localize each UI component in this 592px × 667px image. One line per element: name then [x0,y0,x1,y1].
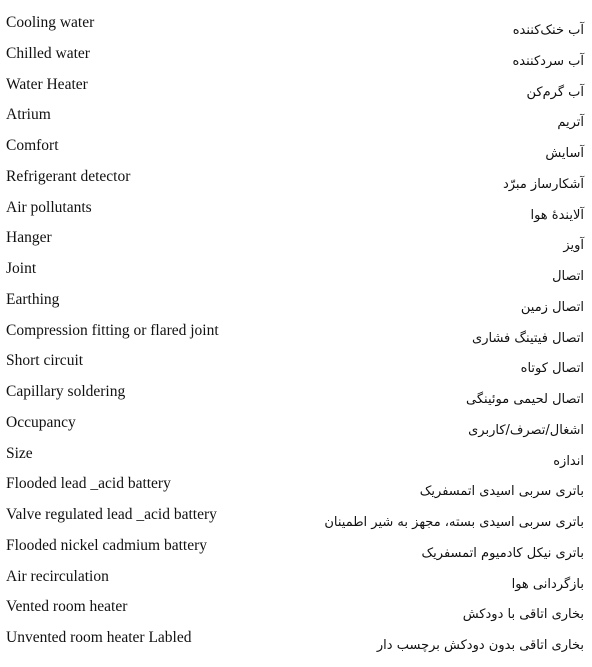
glossary-row [0,537,592,568]
glossary-row [0,475,592,506]
english-term: Occupancy [6,414,76,431]
english-term: Vented room heater [6,598,128,615]
persian-term: آسایش [545,146,584,161]
persian-term: بخاری اتاقی بدون دودکش برچسب دار [376,638,584,653]
persian-term: بازگردانی هوا [511,577,584,592]
persian-term: آب گرم‌کن [526,85,584,100]
glossary-row [0,137,592,168]
glossary-row [0,291,592,322]
glossary-row [0,45,592,76]
persian-term: آب خنک‌کننده [512,23,584,38]
persian-term: اتصال فیتینگ فشاری [472,331,584,346]
english-term: Comfort [6,137,59,154]
glossary-row [0,445,592,476]
glossary-row [0,106,592,137]
glossary-row [0,229,592,260]
english-term: Capillary soldering [6,383,126,400]
persian-term: اتصال لحیمی موئینگی [466,392,584,407]
persian-term: آشکارساز مبرّد [502,177,584,192]
english-term: Short circuit [6,352,84,369]
english-term: Flooded nickel cadmium battery [6,537,208,554]
english-term: Earthing [6,291,60,308]
persian-term: آلایندۀ هوا [530,208,584,223]
english-term: Cooling water [6,14,95,31]
persian-term: باتری سربی اسیدی اتمسفریک [419,484,584,499]
english-term: Water Heater [6,76,88,93]
persian-term: اتصال [552,269,584,284]
english-term: Hanger [6,229,52,246]
english-term: Air recirculation [6,568,109,585]
glossary-row [0,629,592,660]
persian-term: باتری نیکل کادمیوم اتمسفریک [421,546,584,561]
glossary-row [0,383,592,414]
glossary-row [0,506,592,537]
english-term: Flooded lead _acid battery [6,475,171,492]
glossary-row [0,414,592,445]
glossary-row [0,260,592,291]
glossary-row [0,199,592,230]
glossary-row [0,598,592,629]
english-term: Valve regulated lead _acid battery [6,506,217,523]
english-term: Atrium [6,106,51,123]
english-term: Refrigerant detector [6,168,131,185]
persian-term: اشغال/تصرف/کاربری [468,423,584,438]
english-term: Air pollutants [6,199,92,216]
persian-term: اتصال زمین [520,300,584,315]
english-term: Chilled water [6,45,90,62]
english-term: Compression fitting or flared joint [6,322,219,339]
persian-term: اتصال کوتاه [520,361,584,376]
glossary-row [0,76,592,107]
english-term: Size [6,445,33,462]
persian-term: آتریم [557,115,584,130]
glossary-row [0,14,592,45]
persian-term: باتری سربی اسیدی بسته، مجهز به شیر اطمینان [324,515,584,530]
glossary-row [0,168,592,199]
glossary-row [0,568,592,599]
english-term: Unvented room heater Labled [6,629,192,646]
glossary-row [0,352,592,383]
persian-term: آب سردکننده [512,54,584,69]
english-term: Joint [6,260,37,277]
persian-term: اندازه [553,454,584,469]
persian-term: آویز [563,238,584,253]
persian-term: بخاری اتاقی با دودکش [462,607,584,622]
glossary-row [0,322,592,353]
